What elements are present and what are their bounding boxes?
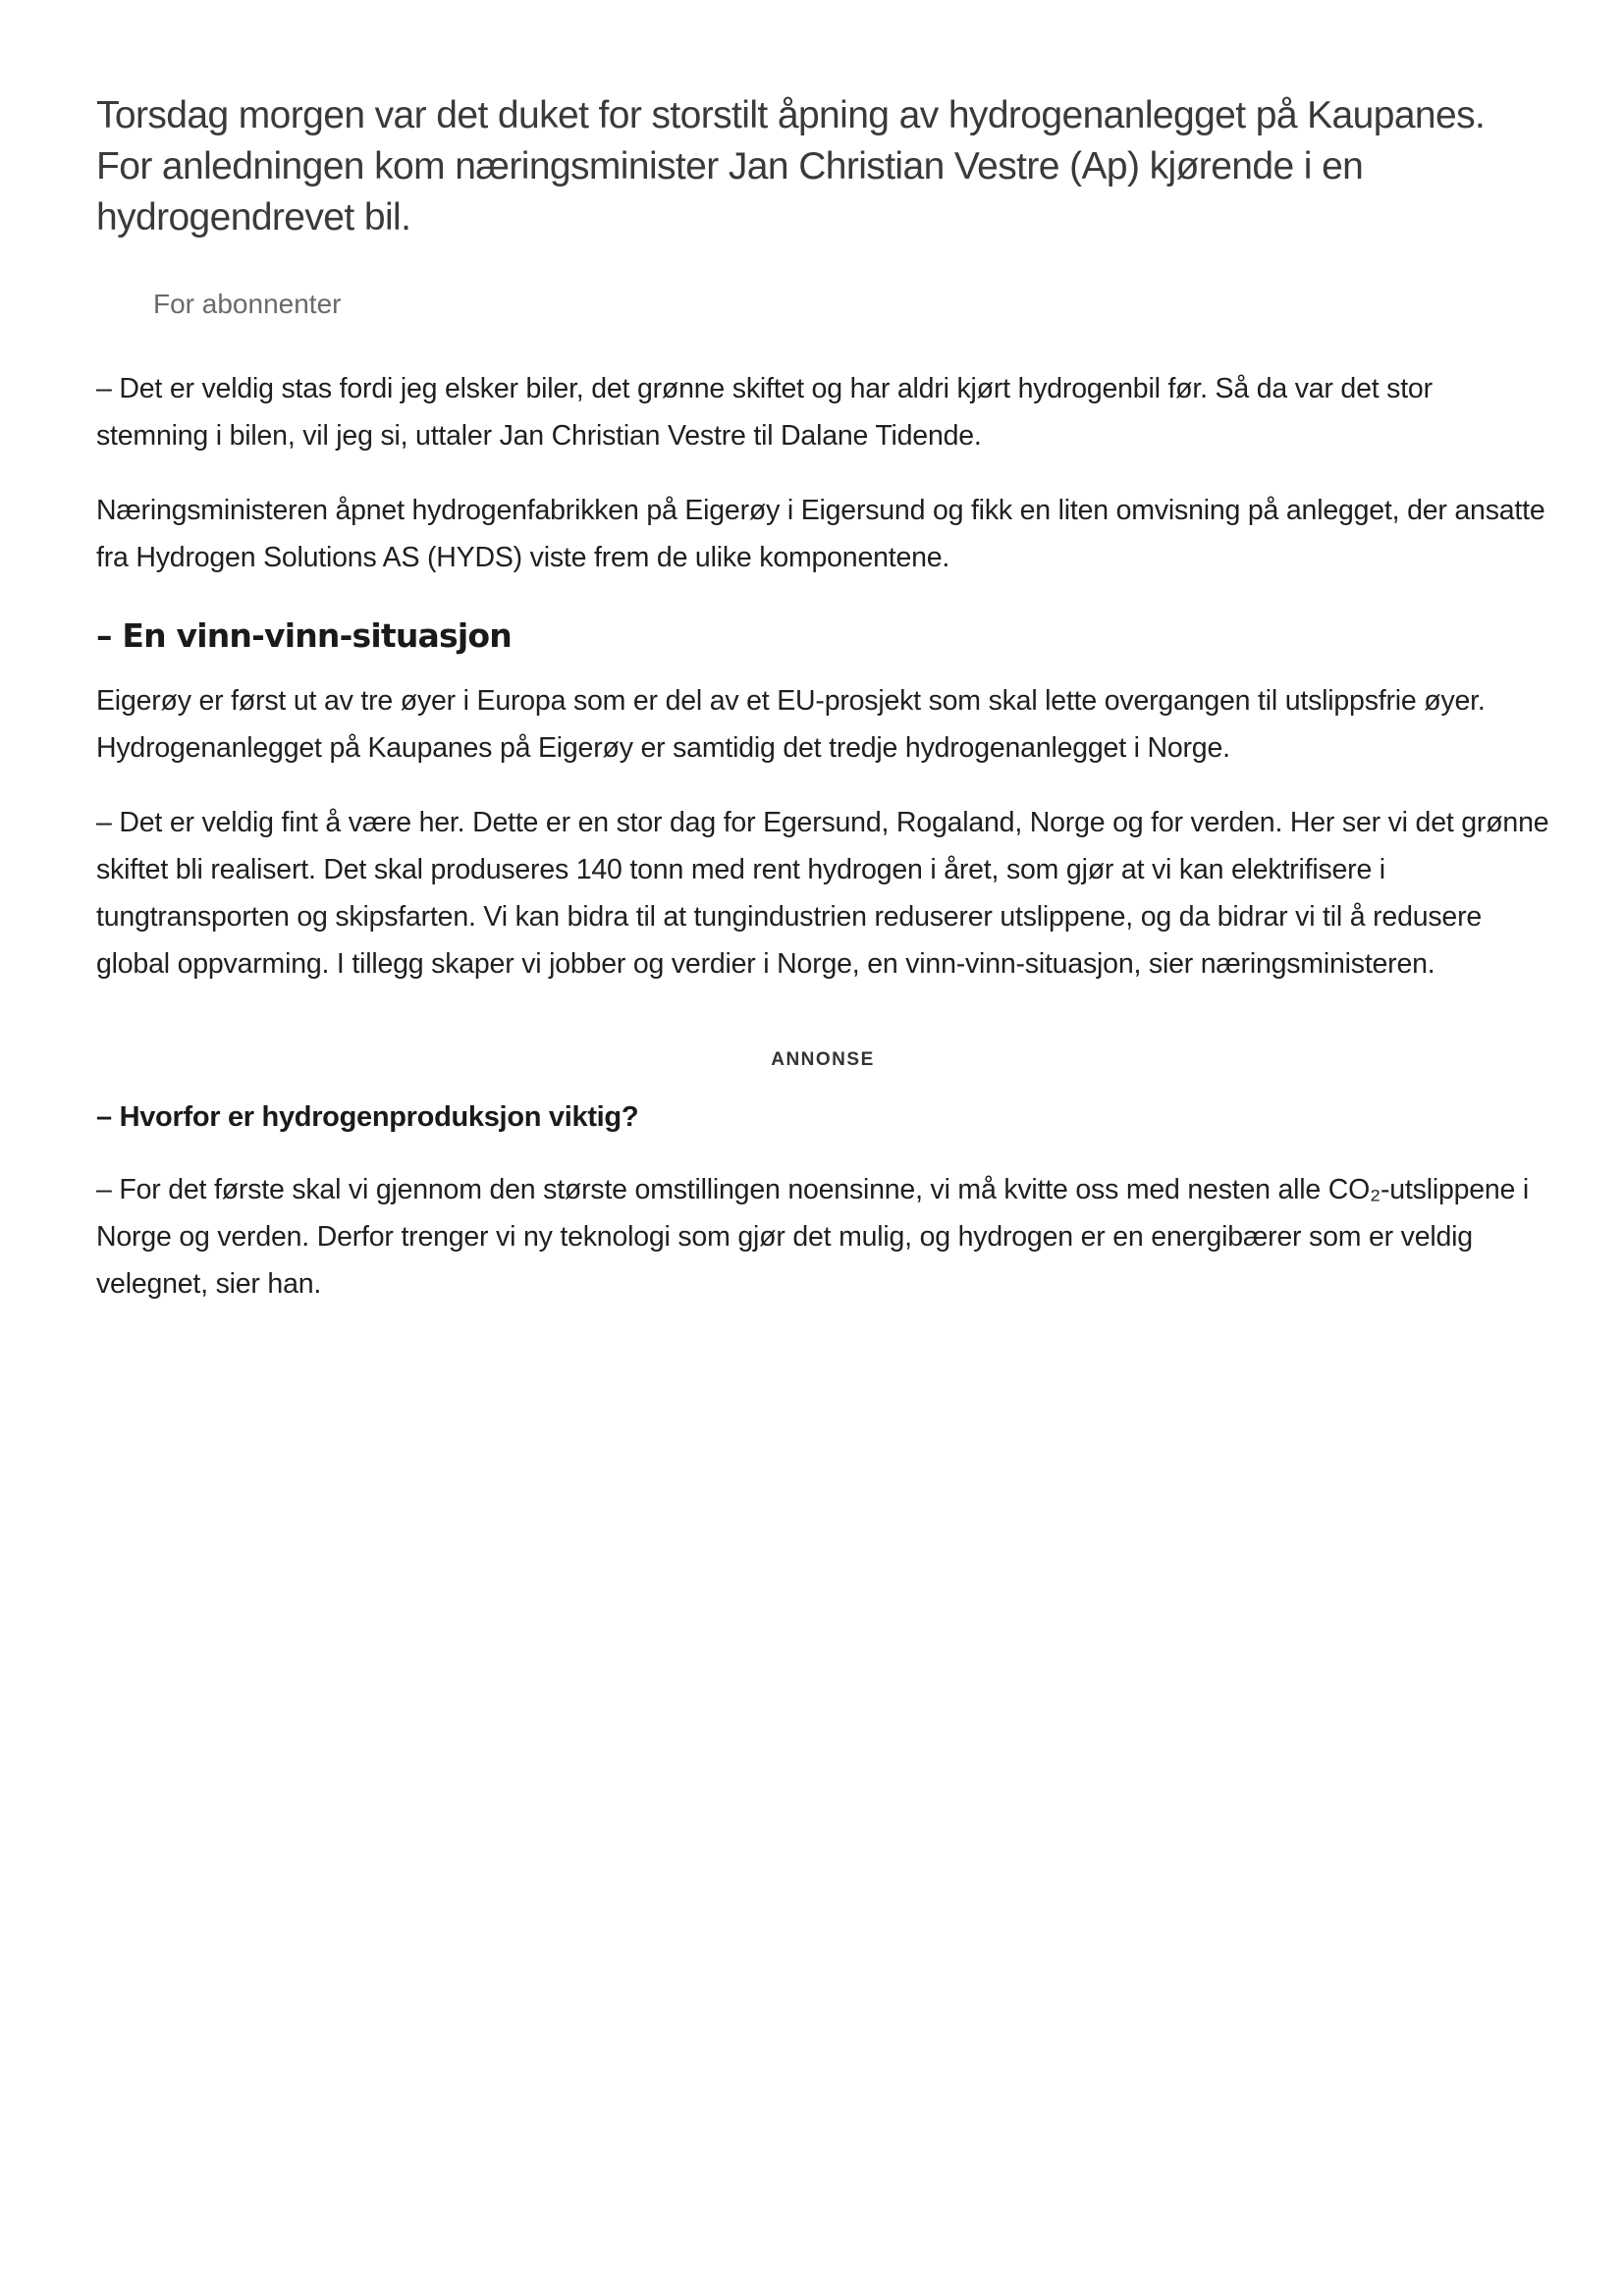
question-heading: – Hvorfor er hydrogenproduksjon viktig? <box>96 1101 639 1133</box>
paragraph-answer: – For det første skal vi gjennom den største omstillingen noensinne, vi må kvitte oss med nesten alle CO₂-utslippene i Norge og verden. Derfor trenger vi ny teknologi som gjør det mulig, og hydrogen er en energibærer som er veldig velegnet, sier han. <box>96 1174 1530 1300</box>
paragraph-quote-vestre: – Det er veldig stas fordi jeg elsker biler, det grønne skiftet og har aldri kjørt hydrogenbil før. Så da var det stor stemning i bilen, vil jeg si, uttaler Jan Christian Vestre til Dalane Tidende. <box>96 373 1433 452</box>
section-heading: – En vinn-vinn-situasjon <box>96 616 512 655</box>
paragraph-opening: Næringsministeren åpnet hydrogenfabrikken på Eigerøy i Eigersund og fikk en liten omvisning på anlegget, der ansatte fra Hydrogen Solutions AS (HYDS) viste frem de ulike komponentene. <box>96 495 1545 573</box>
article-lead: Torsdag morgen var det duket for storstilt åpning av hydrogenanlegget på Kaupanes. For anledningen kom næringsminister Jan Christian Vestre (Ap) kjørende i en hydrogendrevet bil. <box>96 94 1486 239</box>
subscriber-label: For abonnenter <box>153 289 342 319</box>
article-body <box>96 90 1549 1308</box>
paragraph-eu-project: Eigerøy er først ut av tre øyer i Europa som er del av et EU-prosjekt som skal lette overgangen til utslippsfrie øyer. Hydrogenanlegget på Kaupanes på Eigerøy er samtidig det tredje hydrogenanlegget i Norge. <box>96 685 1486 764</box>
paragraph-quote-minister: – Det er veldig fint å være her. Dette er en stor dag for Egersund, Rogaland, Norge og for verden. Her ser vi det grønne skiftet bli realisert. Det skal produseres 140 tonn med rent hydrogen i året, som gjør at vi kan elektrifisere i tungtransporten og skipsfarten. Vi kan bidra til at tungindustrien reduserer utslippene, og da bidrar vi til å redusere global oppvarming. I tillegg skaper vi jobber og verdier i Norge, en vinn-vinn-situasjon, sier næringsministeren. <box>96 807 1549 980</box>
ad-label: ANNONSE <box>771 1049 875 1070</box>
